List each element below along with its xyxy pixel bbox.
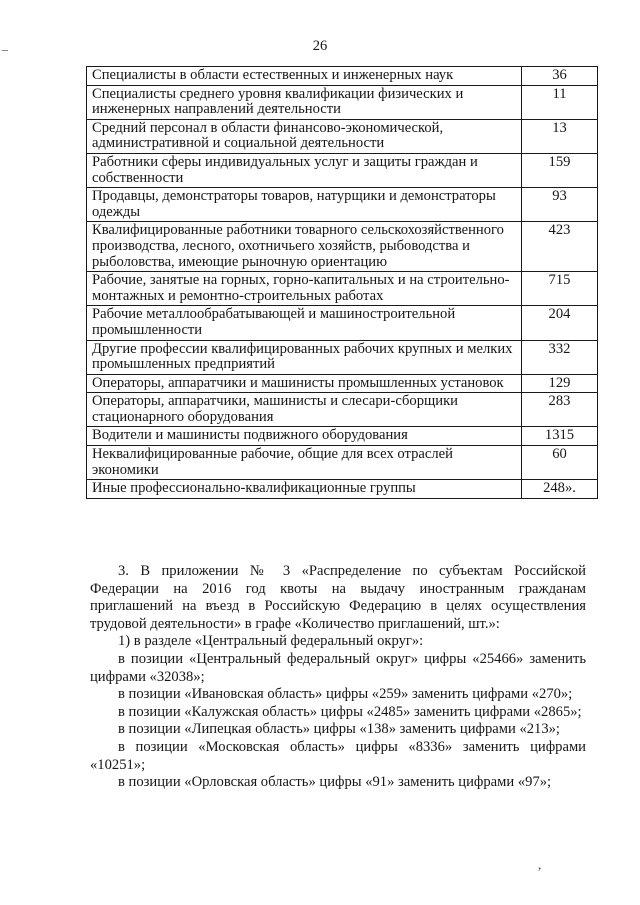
table-row bbox=[87, 153, 598, 187]
table-row bbox=[87, 427, 598, 446]
row-category: Рабочие металлообрабатывающей и машиностроительной промышленности bbox=[87, 306, 522, 340]
row-category: Квалифицированные работники товарного сельскохозяйственного производства, лесного, охотничьего хозяйств, рыбоводства и рыболовства, имеющие рыночную ориентацию bbox=[87, 222, 522, 272]
table-row bbox=[87, 222, 598, 272]
row-category: Средний персонал в области финансово-экономической, административной и социальной деятельности bbox=[87, 119, 522, 153]
row-value: 248». bbox=[522, 480, 598, 499]
row-value: 11 bbox=[522, 85, 598, 119]
table-row bbox=[87, 306, 598, 340]
row-value: 60 bbox=[522, 446, 598, 480]
paragraph-item: в позиции «Центральный федеральный округ» цифры «25466» заменить цифрами «32038»; bbox=[90, 650, 586, 685]
amendment-text bbox=[90, 563, 586, 792]
row-value: 93 bbox=[522, 188, 598, 222]
paragraph-item: в позиции «Московская область» цифры «8336» заменить цифрами «10251»; bbox=[90, 738, 586, 773]
row-value: 204 bbox=[522, 306, 598, 340]
paragraph-item: в позиции «Калужская область» цифры «2485» заменить цифрами «2865»; bbox=[118, 703, 582, 720]
row-value: 332 bbox=[522, 340, 598, 374]
paragraph-item: в позиции «Орловская область» цифры «91» заменить цифрами «97»; bbox=[118, 774, 552, 791]
row-value: 715 bbox=[522, 272, 598, 306]
row-category: Водители и машинисты подвижного оборудования bbox=[87, 427, 522, 446]
table-row bbox=[87, 85, 598, 119]
table-row bbox=[87, 480, 598, 499]
row-category: Работники сферы индивидуальных услуг и защиты граждан и собственности bbox=[87, 153, 522, 187]
table-row bbox=[87, 188, 598, 222]
table-row bbox=[87, 272, 598, 306]
paragraph-item: в позиции «Ивановская область» цифры «259» заменить цифрами «270»; bbox=[118, 686, 573, 703]
row-value: 129 bbox=[522, 374, 598, 393]
row-value: 1315 bbox=[522, 427, 598, 446]
table-row bbox=[87, 119, 598, 153]
row-category: Рабочие, занятые на горных, горно-капитальных и на строительно-монтажных и ремонтно-строительных работах bbox=[87, 272, 522, 306]
table-row bbox=[87, 67, 598, 86]
row-category: Специалисты в области естественных и инженерных наук bbox=[87, 67, 522, 86]
page-number: 26 bbox=[312, 38, 328, 54]
row-value: 159 bbox=[522, 153, 598, 187]
row-category: Неквалифицированные рабочие, общие для всех отраслей экономики bbox=[87, 446, 522, 480]
row-value: 13 bbox=[522, 119, 598, 153]
table-row bbox=[87, 374, 598, 393]
row-value: 423 bbox=[522, 222, 598, 272]
quota-table bbox=[86, 66, 598, 499]
row-value: 36 bbox=[522, 67, 598, 86]
scan-mark: , bbox=[538, 857, 542, 872]
row-category: Специалисты среднего уровня квалификации физических и инженерных направлений деятельности bbox=[87, 85, 522, 119]
row-value: 283 bbox=[522, 393, 598, 427]
row-category: Иные профессионально-квалификационные группы bbox=[87, 480, 522, 499]
row-category: Операторы, аппаратчики, машинисты и слесари-сборщики стационарного оборудования bbox=[87, 393, 522, 427]
row-category: Продавцы, демонстраторы товаров, натурщики и демонстраторы одежды bbox=[87, 188, 522, 222]
table-row bbox=[87, 393, 598, 427]
row-category: Операторы, аппаратчики и машинисты промышленных установок bbox=[87, 374, 522, 393]
paragraph-section-heading: 1) в разделе «Центральный федеральный округ»: bbox=[118, 633, 424, 650]
row-category: Другие профессии квалифицированных рабочих крупных и мелких промышленных предприятий bbox=[87, 340, 522, 374]
table-row bbox=[87, 446, 598, 480]
paragraph-intro: 3. В приложении № 3 «Распределение по субъектам Российской Федерации на 2016 год квоты на выдачу иностранным гражданам приглашений на въезд в Российскую Федерацию в целях осуществления трудовой деятельности» в графе «Количество приглашений, шт.»: bbox=[90, 563, 586, 632]
paragraph-item: в позиции «Липецкая область» цифры «138» заменить цифрами «213»; bbox=[118, 721, 560, 738]
table-row bbox=[87, 340, 598, 374]
